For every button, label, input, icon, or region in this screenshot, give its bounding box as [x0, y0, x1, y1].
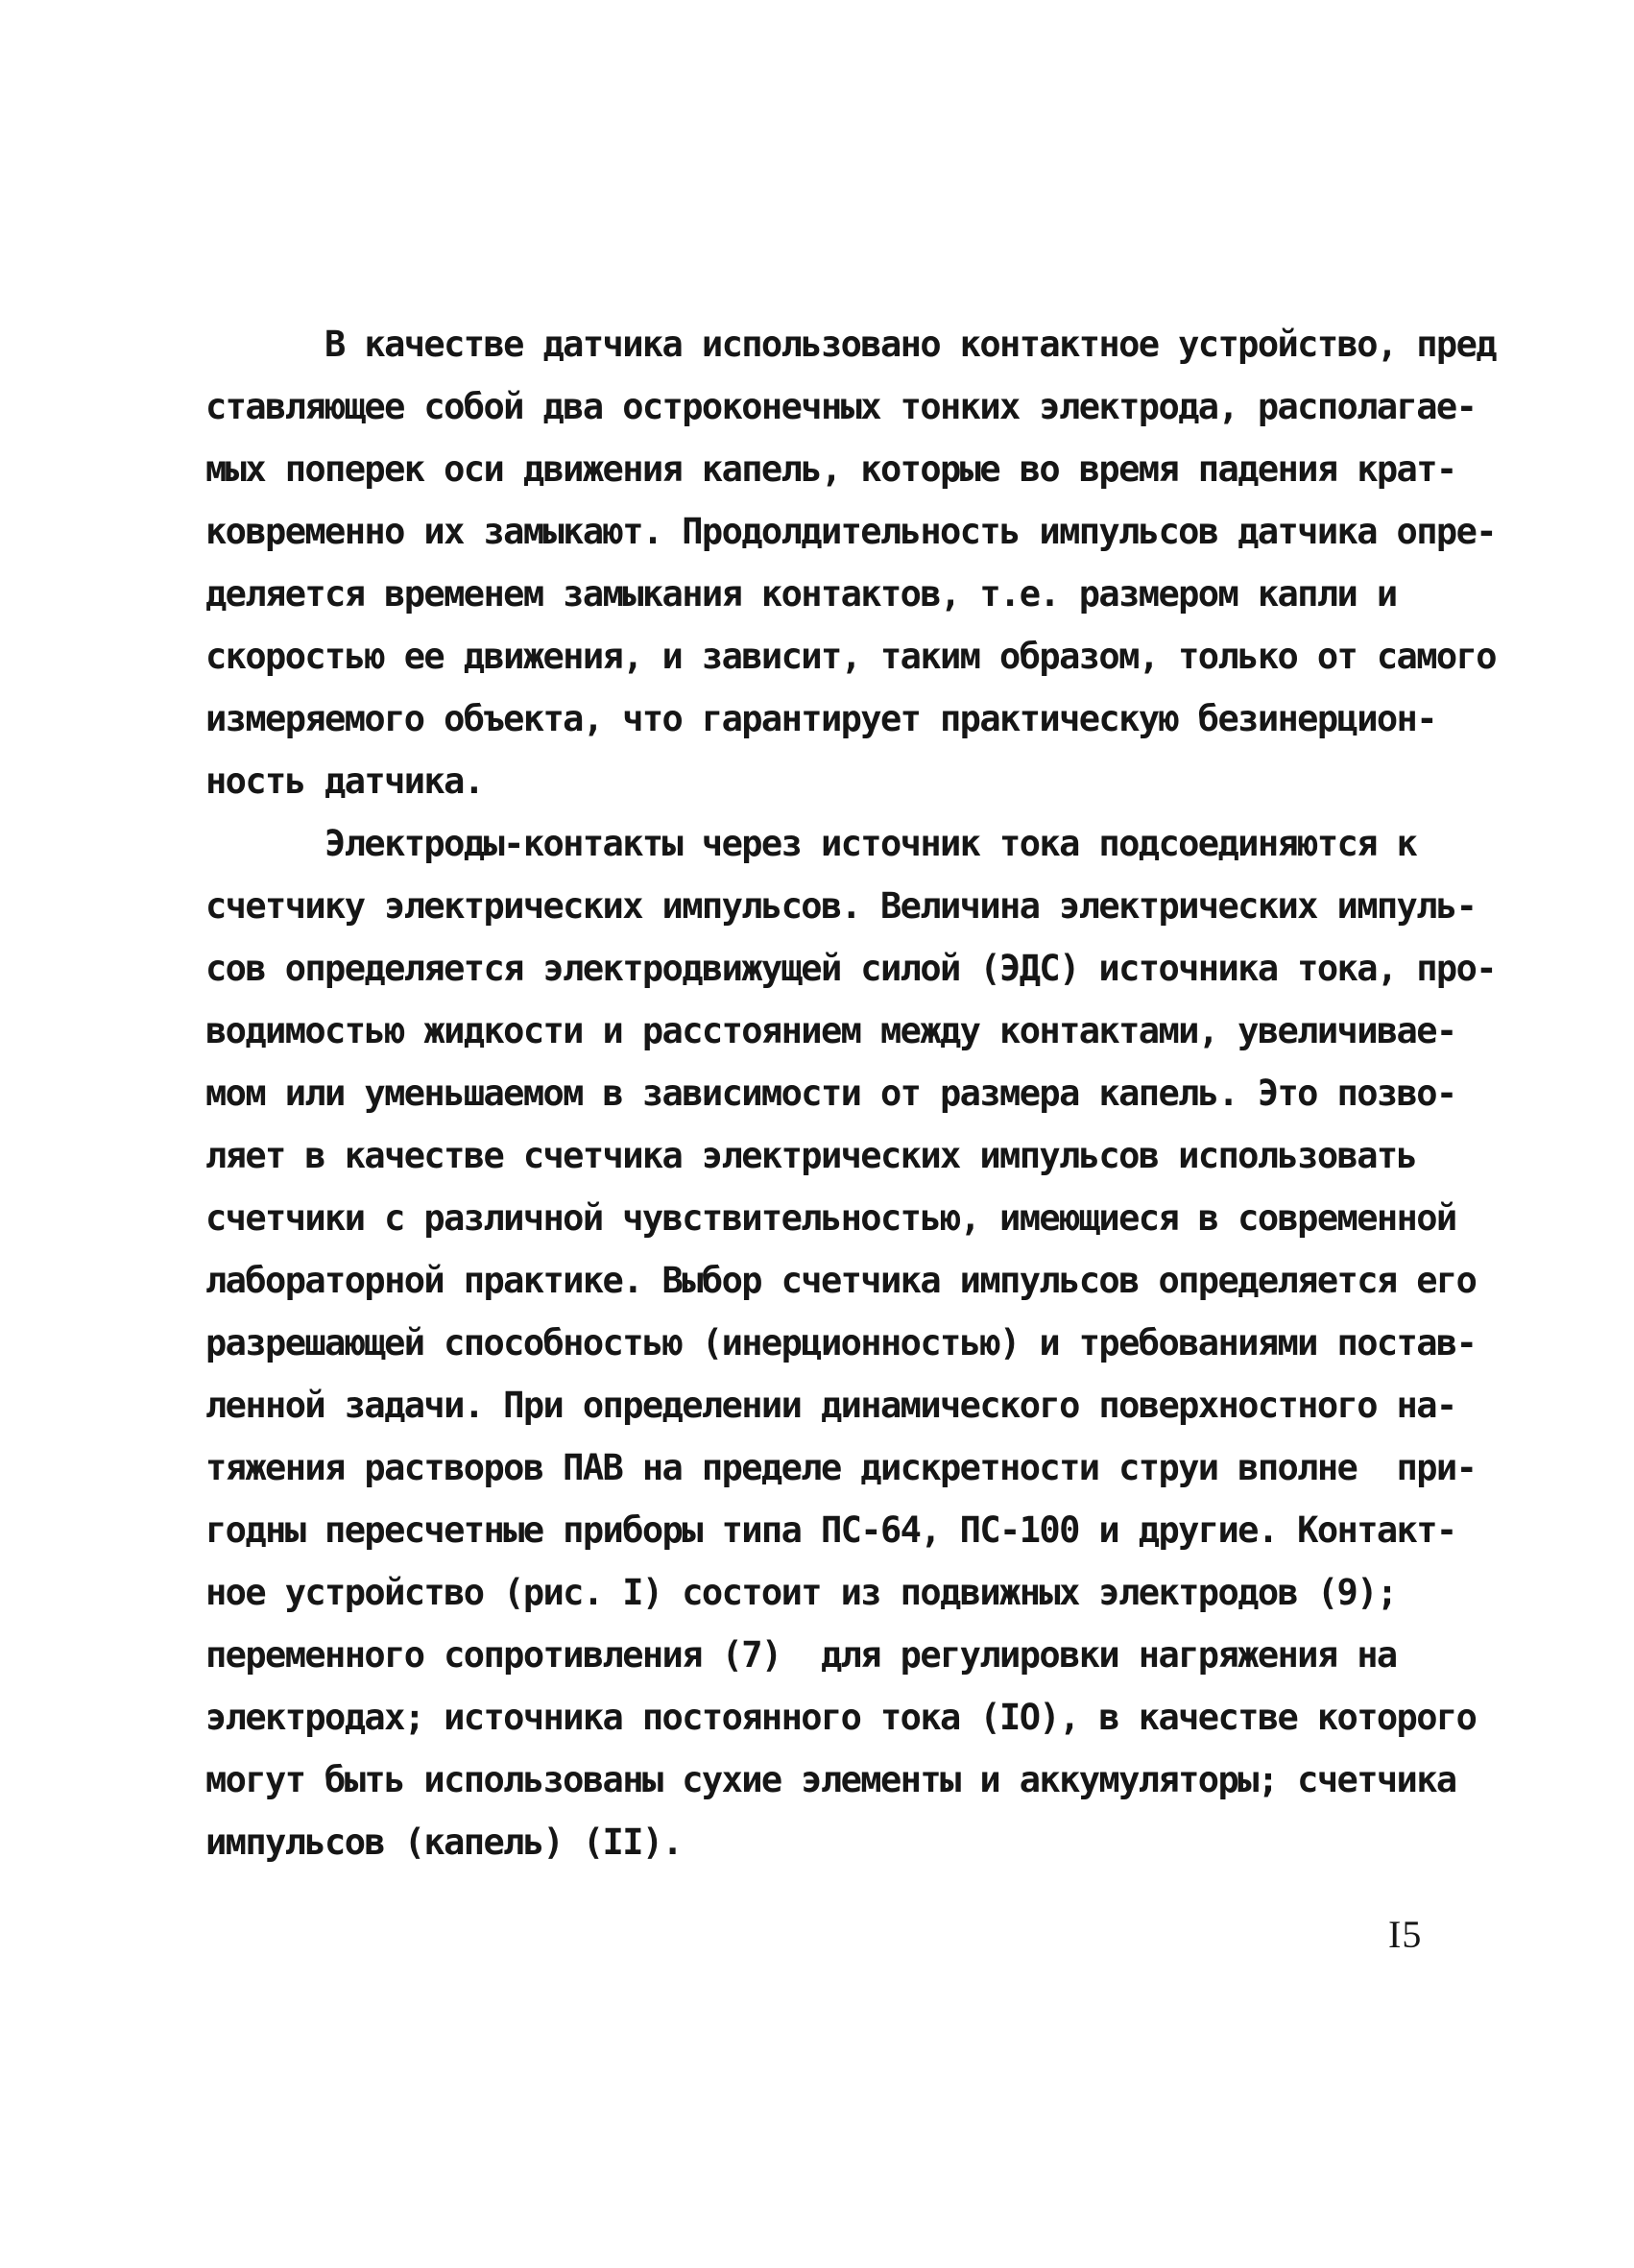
- text-line: водимостью жидкости и расстоянием между контактами, увеличивае-: [205, 1010, 1456, 1051]
- text-line: ляет в качестве счетчика электрических импульсов использовать: [205, 1135, 1417, 1176]
- text-line: мом или уменьшаемом в зависимости от размера капель. Это позво-: [205, 1073, 1456, 1114]
- text-line: счетчику электрических импульсов. Величина электрических импуль-: [205, 885, 1477, 927]
- text-line: могут быть использованы сухие элементы и аккумуляторы; счетчика: [205, 1759, 1456, 1800]
- text-line: мых поперек оси движения капель, которые во время падения крат-: [205, 448, 1456, 490]
- text-line: ное устройство (рис. I) состоит из подвижных электродов (9);: [205, 1572, 1397, 1613]
- text-line: Электроды-контакты через источник тока подсоединяются к: [205, 823, 1417, 864]
- text-line: ставляющее собой два остроконечных тонких электрода, располагае-: [205, 386, 1477, 427]
- text-line: импульсов (капель) (II).: [205, 1822, 683, 1863]
- text-line: В качестве датчика использовано контактное устройство, пред: [205, 324, 1496, 365]
- text-line: годны пересчетные приборы типа ПС-64, ПС-100 и другие. Контакт-: [205, 1509, 1456, 1551]
- text-line: электродах; источника постоянного тока (IO), в качестве которого: [205, 1697, 1477, 1738]
- text-line: тяжения растворов ПАВ на пределе дискретности струи вполне при-: [205, 1447, 1477, 1488]
- text-line: разрешающей способностью (инерционностью) и требованиями постав-: [205, 1322, 1477, 1363]
- text-line: ленной задачи. При определении динамического поверхностного на-: [205, 1385, 1456, 1426]
- text-line: измеряемого объекта, что гарантирует практическую безинерцион-: [205, 698, 1436, 739]
- text-line: ность датчика.: [205, 760, 484, 802]
- page-number: I5: [1388, 1913, 1423, 1956]
- text-line: ковременно их замыкают. Продолдительность импульсов датчика опре-: [205, 511, 1496, 552]
- text-line: деляется временем замыкания контактов, т.е. размером капли и: [205, 573, 1397, 615]
- text-line: переменного сопротивления (7) для регулировки нагряжения на: [205, 1634, 1397, 1676]
- text-line: счетчики с различной чувствительностью, имеющиеся в современной: [205, 1197, 1456, 1239]
- body-text: [205, 313, 1496, 1873]
- text-line: сов определяется электродвижущей силой (ЭДС) источника тока, про-: [205, 948, 1496, 989]
- text-line: скоростью ее движения, и зависит, таким образом, только от самого: [205, 636, 1496, 677]
- text-line: лабораторной практике. Выбор счетчика импульсов определяется его: [205, 1260, 1477, 1301]
